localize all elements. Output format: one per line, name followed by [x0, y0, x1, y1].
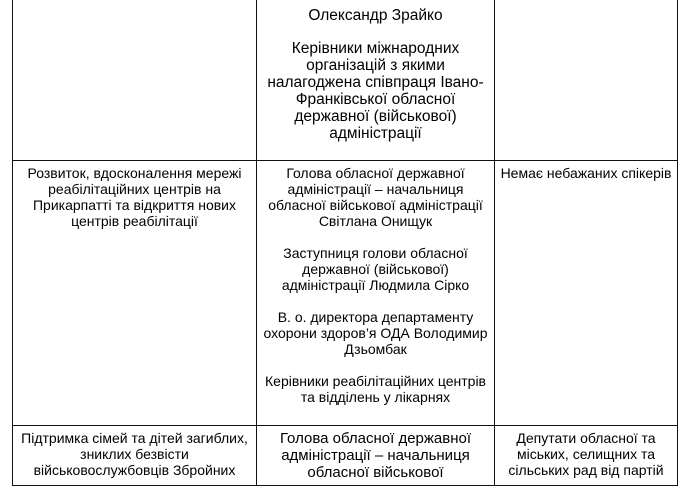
table-row	[13, 161, 678, 426]
text-line: центрів реабілітації	[71, 213, 198, 229]
text-line: Керівники міжнародних	[291, 40, 460, 57]
text-line: Заступниця голови обласної	[283, 245, 468, 261]
text-line: організацій з якими	[306, 57, 445, 74]
text-line: державної (військової)	[294, 108, 457, 125]
text-line: Франківської обласної	[295, 91, 456, 108]
text-line: зниклих безвісти	[80, 446, 189, 462]
text-line: адміністрації – начальниця	[287, 181, 464, 197]
text-line: адміністрації Людмила Сірко	[281, 277, 470, 293]
unwanted-speakers-cell	[495, 161, 678, 426]
speakers-cell	[257, 426, 495, 486]
text-line: налагоджена співпраця Івано-	[267, 74, 484, 91]
blank-line	[262, 24, 489, 40]
text-line: військовослужбовців Збройних	[33, 462, 236, 478]
text-line: Голова обласної державної	[279, 430, 472, 447]
topic-cell	[13, 161, 257, 426]
table-row	[13, 426, 678, 486]
text-line: Депутати обласної та	[516, 430, 656, 446]
text-line: адміністрації – начальниця	[281, 447, 470, 464]
text-line: Олександр Зрайко	[308, 7, 443, 24]
speakers-cell	[257, 161, 495, 426]
speakers-cell	[257, 0, 495, 161]
text-line: Прикарпатті та відкриття нових	[32, 197, 236, 213]
text-line: Керівники реабілітаційних центрів	[265, 373, 486, 389]
text-line: державної (військової)	[302, 261, 449, 277]
text-line: обласної військової адміністрації	[268, 197, 483, 213]
text-line: Дзьомбак	[344, 341, 407, 357]
text-line: Немає небажаних спікерів	[500, 165, 672, 181]
text-line: обласної військової	[307, 464, 444, 481]
text-line: Підтримка сімей та дітей загиблих,	[21, 430, 248, 446]
topic-cell	[13, 426, 257, 486]
text-line: реабілітаційних центрів на	[48, 181, 221, 197]
speakers-table	[12, 0, 678, 486]
text-line: Розвиток, вдосконалення мережі	[27, 165, 242, 181]
text-line: сільських рад від партій	[508, 462, 664, 478]
blank-line	[262, 293, 489, 309]
unwanted-speakers-cell	[495, 426, 678, 486]
blank-line	[262, 357, 489, 373]
topic-cell	[13, 0, 257, 161]
text-line: міських, селищних та	[516, 446, 656, 462]
unwanted-speakers-cell	[495, 0, 678, 161]
text-line: В. о. директора департаменту	[277, 309, 474, 325]
text-line: Світлана Онищук	[318, 213, 433, 229]
text-line: охорони здоров’я ОДА Володимир	[263, 325, 488, 341]
blank-line	[262, 229, 489, 245]
text-line: адміністрації	[329, 125, 422, 142]
text-line: Голова обласної державної	[286, 165, 465, 181]
table-row	[13, 0, 678, 161]
text-line: та відділень у лікарнях	[300, 389, 451, 405]
